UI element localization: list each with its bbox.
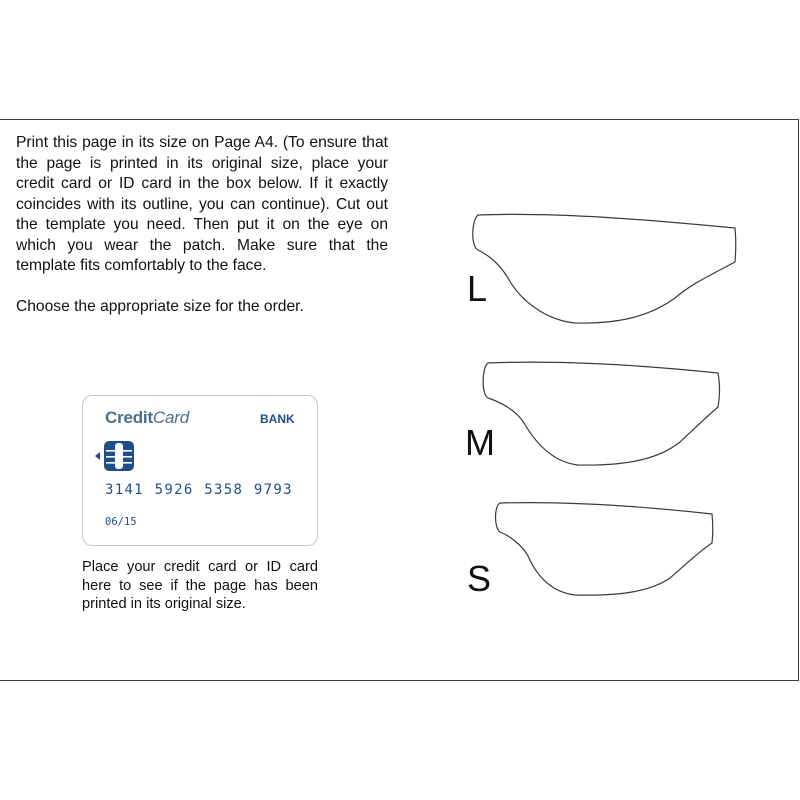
instructions-paragraph: Print this page in its size on Page A4. (To ensure that the page is printed in its original size, place your credit card or ID card in the box below. If it exactly coincides with its outline, you can continue). Cut out the template you need. Then put it on the eye on which you wear the patch. Make sure that the template fits comfortably to the face. — [16, 134, 388, 274]
choose-size-text: Choose the appropriate size for the order. — [16, 297, 304, 315]
template-large-outline[interactable] — [473, 214, 736, 323]
template-medium-outline[interactable] — [483, 362, 719, 465]
template-small-outline[interactable] — [496, 503, 713, 596]
size-label-medium: M — [465, 422, 495, 463]
card-expiry: 06/15 — [105, 516, 137, 528]
card-bank: BANK — [260, 412, 295, 426]
size-label-small: S — [467, 558, 492, 599]
card-brand-bold: Credit — [105, 408, 153, 427]
card-brand-italic: Card — [152, 408, 189, 427]
card-number: 3141 5926 5358 9793 — [105, 482, 293, 498]
card-caption: Place your credit card or ID card here to see if the page has been printed in its original size. — [82, 559, 318, 612]
size-label-large: L — [467, 268, 488, 309]
